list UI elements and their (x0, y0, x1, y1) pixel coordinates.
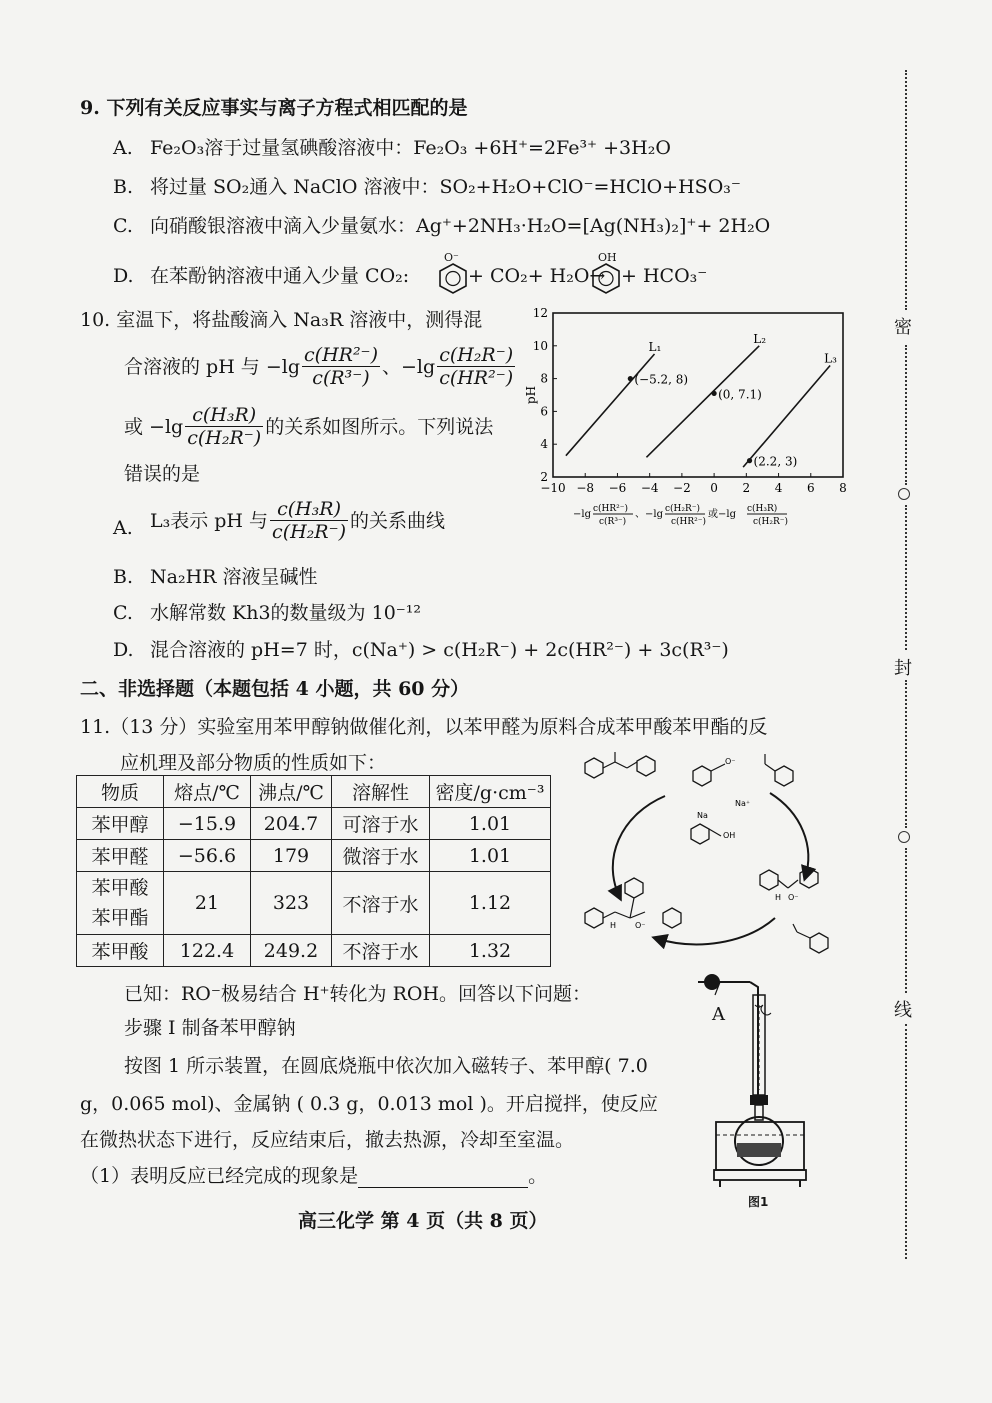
table-cell: 苯甲酸 苯甲酯 (77, 872, 164, 935)
series-label-L2: L₂ (753, 331, 767, 346)
q10-option-d-label: D. (113, 639, 134, 661)
mech-na-plus: Na⁺ (735, 799, 751, 808)
table-cell: 1.12 (430, 872, 551, 935)
q11-known: 已知：RO⁻极易结合 H⁺转化为 ROH。回答以下问题： (124, 983, 592, 1005)
table-cell: 苯甲醇 (77, 808, 164, 840)
table-cell: 249.2 (251, 935, 332, 967)
q9-option-c: 向硝酸银溶液中滴入少量氨水：Ag⁺+2NH₃·H₂O=[Ag(NH₃)₂]⁺+ 2H₂O (150, 215, 771, 237)
table-header: 密度/g·cm⁻³ (430, 776, 551, 808)
data-point-L3 (747, 458, 752, 463)
q9-option-d: 在苯酚钠溶液中通入少量 CO₂: (150, 265, 410, 287)
q10-fraction-2 (437, 344, 515, 389)
x-axis-label (573, 503, 788, 527)
mech-o-minus-1: O⁻ (725, 757, 736, 766)
x-label-part-2: 、−lg (635, 509, 663, 520)
q10-option-c-label: C. (113, 602, 133, 624)
q9-option-a-label: A. (113, 137, 133, 159)
table-row (77, 935, 551, 967)
table-row (77, 808, 551, 840)
fraction-2-denominator: c(HR²⁻) (439, 367, 514, 389)
table-cell: 204.7 (251, 808, 332, 840)
cycle-arrow (613, 796, 665, 898)
phenoxide-ring-icon (438, 262, 468, 296)
q9-option-d-middle: + CO₂+ H₂O→ (468, 265, 606, 287)
q10-option-a-label: A. (113, 517, 133, 539)
data-point-label-L2: (0, 7.1) (718, 387, 762, 402)
series-label-L1: L₁ (648, 340, 662, 354)
binding-dotted-line (905, 848, 907, 993)
binding-hole-icon (898, 831, 910, 843)
table-cell: 不溶于水 (332, 872, 430, 935)
table-header-row (77, 776, 551, 808)
table-cell: −15.9 (164, 808, 251, 840)
q11-step1: 步骤 Ⅰ 制备苯甲醇钠 (124, 1017, 296, 1039)
binding-dotted-line (905, 345, 907, 485)
binding-hole-icon (898, 488, 910, 500)
table-cell: 1.01 (430, 808, 551, 840)
q10-option-a-suffix: 的关系曲线 (350, 509, 446, 532)
fraction-1-denominator: c(R³⁻) (312, 367, 370, 389)
q10-option-a (150, 498, 445, 543)
fraction-1-numerator: c(HR²⁻) (304, 344, 379, 366)
plot-frame (553, 313, 843, 477)
q9-option-d-label: D. (113, 265, 134, 287)
x-label-frac-2-den: c(HR²⁻) (671, 517, 707, 527)
table-row (77, 872, 551, 935)
series-label-L3: L₃ (824, 351, 837, 366)
table-header: 物质 (77, 776, 164, 808)
y-axis-label: pH (524, 385, 538, 405)
margin-label-feng: 封 (894, 658, 912, 679)
x-tick-label: −4 (640, 481, 659, 495)
q10-chart (505, 305, 855, 535)
q9-option-b-label: B. (113, 176, 134, 198)
x-label-frac-3-num: c(H₃R) (747, 504, 778, 514)
figure-1-caption: 图1 (748, 1195, 769, 1209)
table-cell: 1.01 (430, 840, 551, 872)
x-label-frac-3-den: c(H₂R⁻) (753, 517, 789, 527)
mech-h-2: H (610, 921, 617, 930)
y-tick-label: 2 (540, 470, 548, 484)
series-line-L1 (566, 354, 655, 456)
apparatus-figure (690, 965, 815, 1215)
data-point-L1 (628, 376, 633, 381)
x-tick-label: 0 (710, 481, 718, 495)
mech-o-minus-3: O⁻ (635, 921, 646, 930)
y-tick-label: 12 (532, 306, 548, 320)
table-cell: 122.4 (164, 935, 251, 967)
q10-stem-line4: 错误的是 (124, 463, 201, 485)
x-tick-label: −2 (673, 481, 691, 495)
x-label-frac-1-num: c(HR²⁻) (593, 504, 629, 514)
table-header: 溶解性 (332, 776, 430, 808)
q10-stem-line2 (124, 344, 517, 389)
mech-oh: OH (723, 831, 736, 840)
table-cell: 21 (164, 872, 251, 935)
phenol-label: OH (598, 251, 617, 264)
table-cell: 可溶于水 (332, 808, 430, 840)
q10-fraction-3 (185, 404, 263, 449)
table-header: 沸点/℃ (251, 776, 332, 808)
q10-stem-line3 (124, 404, 493, 449)
table-cell: 苯甲醛 (77, 840, 164, 872)
x-label-part-3: 或−lg (708, 509, 736, 520)
data-point-L2 (712, 391, 717, 396)
q9-stem: 9. 下列有关反应事实与离子方程式相匹配的是 (80, 97, 468, 119)
cycle-arrow (655, 918, 775, 944)
q11-subquestion-1 (80, 1164, 547, 1188)
mech-h-1: H (775, 893, 782, 902)
x-tick-label: 6 (806, 481, 815, 495)
binding-dotted-line (905, 1024, 907, 1259)
q10-option-d: 混合溶液的 pH=7 时，c(Na⁺) > c(H₂R⁻) + 2c(HR²⁻) + 3c(R³⁻) (150, 639, 729, 661)
table-cell: 微溶于水 (332, 840, 430, 872)
answer-blank[interactable] (358, 1169, 528, 1188)
table-header: 熔点/℃ (164, 776, 251, 808)
reaction-mechanism-diagram (575, 748, 845, 963)
q10-line2-prefix: 合溶液的 pH 与 −lg (124, 355, 301, 378)
margin-label-xian: 线 (894, 1000, 912, 1021)
apparatus-label-a: A (712, 1004, 725, 1025)
x-tick-label: 2 (742, 481, 751, 495)
x-label-frac-1-den: c(R³⁻) (599, 517, 627, 527)
q11-sub1-suffix: 。 (528, 1165, 548, 1187)
q9-option-c-label: C. (113, 215, 133, 237)
series-line-L3 (743, 365, 830, 467)
x-tick-label: −10 (540, 481, 566, 495)
y-tick-label: 4 (540, 437, 548, 452)
x-tick-label: −8 (576, 481, 595, 495)
q11-stem-line2: 应机理及部分物质的性质如下： (120, 752, 387, 774)
page-footer: 高三化学 第 4 页（共 8 页） (298, 1210, 548, 1232)
data-point-label-L1: (−5.2, 8) (634, 372, 689, 387)
x-label-part-1: −lg (573, 509, 591, 520)
q11-para-line2: g，0.065 mol)、金属钠 ( 0.3 g，0.013 mol )。开启搅拌，使反应 (80, 1093, 658, 1115)
x-tick-label: 8 (839, 481, 847, 495)
q9-option-b: 将过量 SO₂通入 NaClO 溶液中：SO₂+H₂O+ClO⁻=HClO+HSO₃⁻ (150, 176, 741, 198)
q11-para-line3: 在微热状态下进行，反应结束后，撤去热源，冷却至室温。 (80, 1129, 575, 1151)
q10-fraction-1 (302, 344, 380, 389)
table-row (77, 840, 551, 872)
phenoxide-label: O⁻ (444, 251, 459, 264)
q10-option-c: 水解常数 Kh3的数量级为 10⁻¹² (150, 602, 422, 624)
q10-line3-prefix: 或 −lg (124, 415, 184, 438)
q11-stem-line1: 11.（13 分）实验室用苯甲醇钠做催化剂，以苯甲醛为原料合成苯甲酸苯甲酯的反 (80, 716, 768, 738)
section-2-heading: 二、非选择题（本题包括 4 小题，共 60 分） (80, 678, 470, 700)
x-label-frac-2-num: c(H₂R⁻) (665, 504, 701, 514)
cycle-arrow (770, 793, 808, 878)
fraction-3-denominator: c(H₂R⁻) (187, 427, 262, 449)
series-line-L2 (646, 346, 759, 458)
q10-option-b-label: B. (113, 566, 134, 588)
binding-dotted-line (905, 505, 907, 650)
q10-line2-separator: 、−lg (382, 355, 436, 378)
data-point-label-L3: (2.2, 3) (753, 454, 798, 469)
mech-na: Na (697, 811, 708, 820)
q10-option-a-fraction (270, 498, 348, 543)
properties-table (76, 775, 551, 967)
q11-para-line1: 按图 1 所示装置，在圆底烧瓶中依次加入磁转子、苯甲醇( 7.0 (124, 1055, 648, 1077)
table-cell: 不溶于水 (332, 935, 430, 967)
binding-dotted-line (905, 70, 907, 310)
fraction-3-numerator: c(H₃R) (185, 404, 263, 427)
binding-dotted-line (905, 680, 907, 828)
q10-stem-line1: 10. 室温下，将盐酸滴入 Na₃R 溶液中，测得混 (80, 309, 483, 331)
option-a-numerator: c(H₃R) (270, 498, 348, 521)
y-tick-label: 8 (540, 371, 548, 386)
table-cell: 323 (251, 872, 332, 935)
q9-option-d-end: + HCO₃⁻ (621, 265, 708, 287)
table-cell: 苯甲酸 (77, 935, 164, 967)
q9-option-a: Fe₂O₃溶于过量氢碘酸溶液中：Fe₂O₃ +6H⁺=2Fe³⁺ +3H₂O (150, 137, 671, 159)
margin-label-mi: 密 (894, 317, 912, 338)
y-tick-label: 6 (540, 404, 548, 419)
q10-option-b: Na₂HR 溶液呈碱性 (150, 566, 318, 588)
option-a-denominator: c(H₂R⁻) (272, 521, 347, 543)
table-cell: 179 (251, 840, 332, 872)
fraction-2-numerator: c(H₂R⁻) (439, 344, 514, 366)
q11-sub1-prefix: （1）表明反应已经完成的现象是 (80, 1165, 359, 1187)
x-tick-label: −6 (608, 481, 627, 495)
q10-option-a-prefix: L₃表示 pH 与 (150, 509, 269, 532)
mech-o-minus-2: O⁻ (788, 893, 799, 902)
q10-line3-suffix: 的关系如图所示。下列说法 (265, 415, 494, 438)
table-cell: −56.6 (164, 840, 251, 872)
phenol-ring-icon (591, 262, 621, 296)
x-tick-label: 4 (774, 481, 783, 495)
table-cell: 1.32 (430, 935, 551, 967)
y-tick-label: 10 (532, 338, 548, 353)
